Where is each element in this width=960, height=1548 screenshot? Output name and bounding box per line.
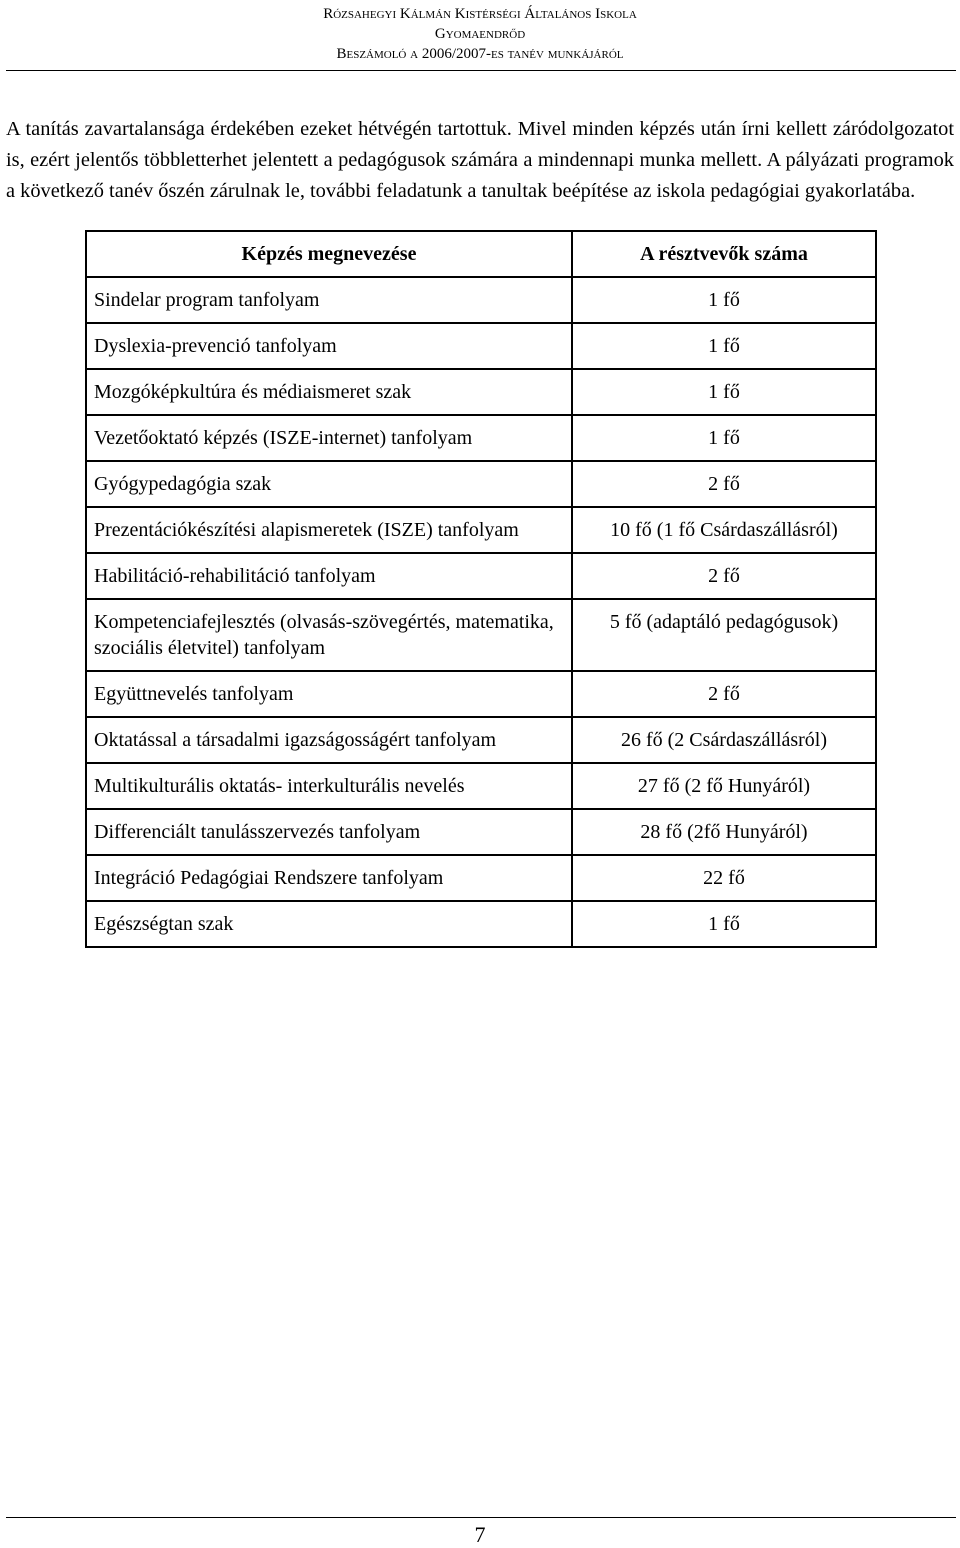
training-name-cell: Kompetenciafejlesztés (olvasás-szövegértés, matematika, szociális életvitel) tanfolyam (86, 599, 572, 671)
training-name-cell: Dyslexia-prevenció tanfolyam (86, 323, 572, 369)
table-row (86, 717, 876, 763)
participant-count-cell: 26 fő (2 Csárdaszállásról) (572, 717, 876, 763)
table-row (86, 599, 876, 671)
training-table (85, 230, 877, 948)
participant-count-cell: 1 fő (572, 369, 876, 415)
training-name-cell: Multikulturális oktatás- interkulturális nevelés (86, 763, 572, 809)
participant-count-cell: 2 fő (572, 553, 876, 599)
training-name-cell: Differenciált tanulásszervezés tanfolyam (86, 809, 572, 855)
page-header (0, 4, 960, 64)
training-name-cell: Sindelar program tanfolyam (86, 277, 572, 323)
table-row (86, 671, 876, 717)
participant-count-cell: 22 fő (572, 855, 876, 901)
column-header-training-name: Képzés megnevezése (86, 231, 572, 277)
training-name-cell: Vezetőoktató képzés (ISZE-internet) tanfolyam (86, 415, 572, 461)
table-row (86, 809, 876, 855)
participant-count-cell: 27 fő (2 fő Hunyáról) (572, 763, 876, 809)
training-name-cell: Integráció Pedagógiai Rendszere tanfolyam (86, 855, 572, 901)
town-name: Gyomaendrőd (434, 26, 526, 42)
body-paragraph: A tanítás zavartalansága érdekében ezeket hétvégén tartottuk. Mivel minden képzés után írni kellett záródolgozatot is, ezért jelentős többletterhet jelentett a pedagógusok számára a mindennapi munka mellett. A pályázati programok a következő tanév őszén zárulnak le, további feladatunk a tanultak beépítése az iskola pedagógiai gyakorlatába. (6, 118, 954, 203)
report-title: Beszámoló a 2006/2007-es tanév munkájáról (336, 46, 624, 62)
table-row (86, 415, 876, 461)
page-number: 7 (474, 1522, 486, 1547)
table-row (86, 855, 876, 901)
participant-count-cell: 1 fő (572, 323, 876, 369)
participant-count-cell: 10 fő (1 fő Csárdaszállásról) (572, 507, 876, 553)
table-row (86, 323, 876, 369)
training-name-cell: Oktatással a társadalmi igazságosságért tanfolyam (86, 717, 572, 763)
participant-count-cell: 2 fő (572, 461, 876, 507)
training-name-cell: Együttnevelés tanfolyam (86, 671, 572, 717)
participant-count-cell: 1 fő (572, 901, 876, 947)
table-body (86, 277, 876, 947)
table-row (86, 277, 876, 323)
table-row (86, 553, 876, 599)
footer-divider (6, 1517, 956, 1518)
table-row (86, 461, 876, 507)
column-header-participants: A résztvevők száma (572, 231, 876, 277)
header-divider (6, 70, 956, 71)
table-row (86, 901, 876, 947)
participant-count-cell: 1 fő (572, 277, 876, 323)
table-row (86, 369, 876, 415)
training-name-cell: Prezentációkészítési alapismeretek (ISZE) tanfolyam (86, 507, 572, 553)
participant-count-cell: 28 fő (2fő Hunyáról) (572, 809, 876, 855)
training-name-cell: Gyógypedagógia szak (86, 461, 572, 507)
participant-count-cell: 2 fő (572, 671, 876, 717)
table-row (86, 507, 876, 553)
table-header-row (86, 231, 876, 277)
training-name-cell: Mozgóképkultúra és médiaismeret szak (86, 369, 572, 415)
participant-count-cell: 1 fő (572, 415, 876, 461)
school-name: Rózsahegyi Kálmán Kistérségi Általános Iskola (323, 6, 637, 22)
training-name-cell: Egészségtan szak (86, 901, 572, 947)
table-row (86, 763, 876, 809)
training-name-cell: Habilitáció-rehabilitáció tanfolyam (86, 553, 572, 599)
participant-count-cell: 5 fő (adaptáló pedagógusok) (572, 599, 876, 671)
